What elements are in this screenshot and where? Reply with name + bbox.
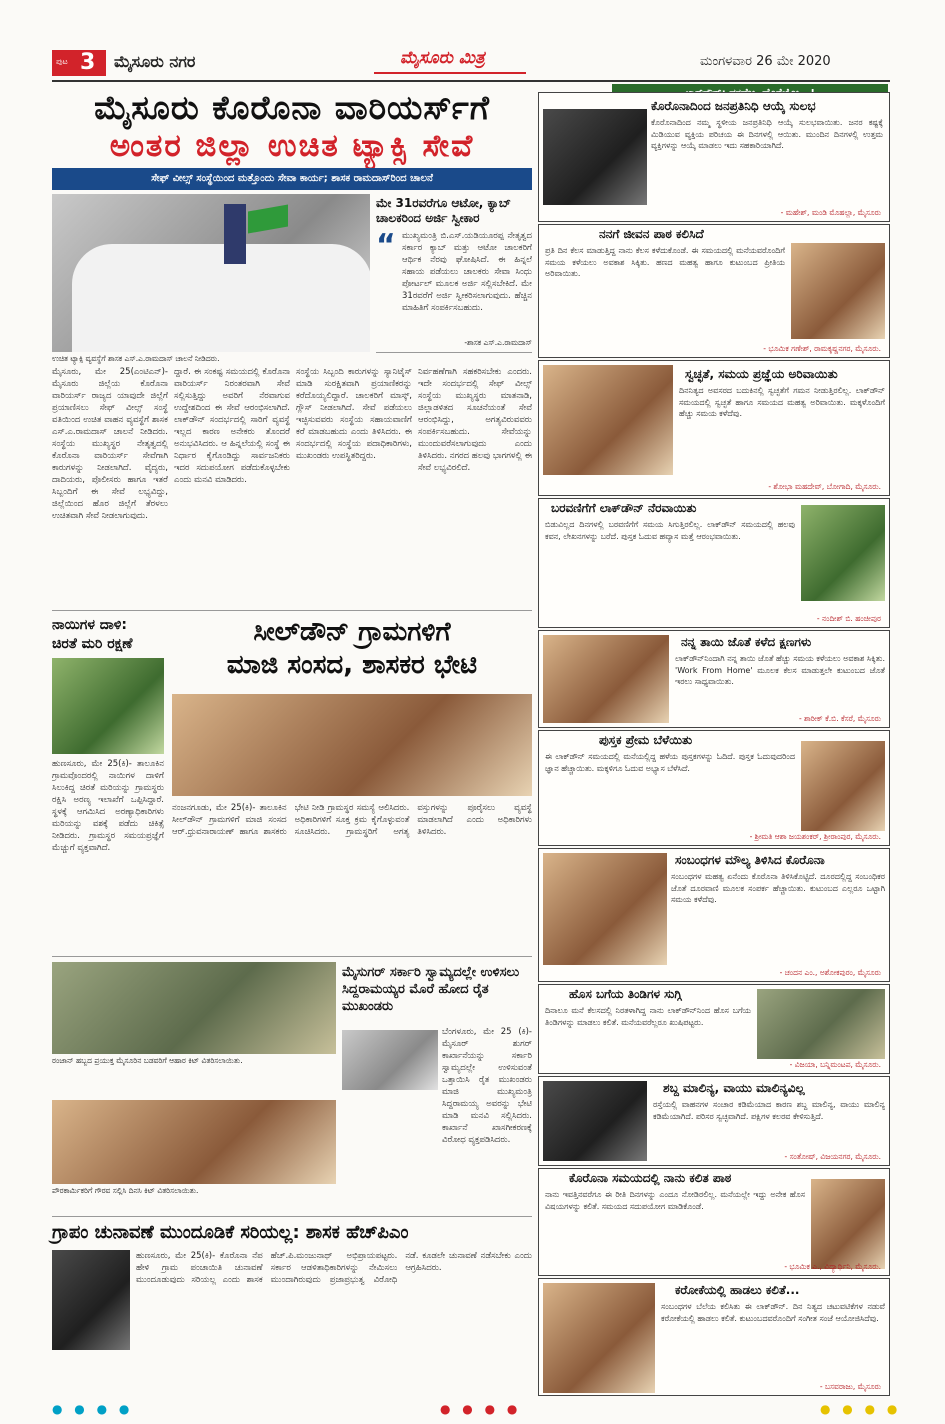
sugar-factory-body: ಬೆಂಗಳೂರು, ಮೇ 25 (ಕಿ)- ಮೈಸೂರ್ ಶುಗರ್ ಕಾರ್ಖಾನೆಯನ್ನು ಸರ್ಕಾರಿ ಸ್ವಾಮ್ಯದಲ್ಲೇ ಉಳಿಸುವಂತೆ ಒತ್ತಾಯಿಸಿ ರೈತ ಮುಖಂಡರು ಮಾಜಿ ಮುಖ್ಯಮಂತ್ರಿ ಸಿದ್ದರಾಮಯ್ಯ ಅವರನ್ನು ಭೇಟಿ ಮಾಡಿ ಮನವಿ ಸಲ್ಲಿಸಿದರು. ಕಾರ್ಖಾನೆ ಖಾಸಗೀಕರಣಕ್ಕೆ ವಿರೋಧ ವ್ಯಕ್ತಪಡಿಸಿದರು. <box>442 1027 532 1145</box>
reader-item-10 <box>538 1168 890 1276</box>
reader-item-3 <box>538 360 890 496</box>
reader-item-1 <box>538 92 890 222</box>
ramzan-kit-photo <box>52 962 336 1054</box>
reader-item-signature: - ವಿಜಯಾ, ಬನ್ನಿಮಂಟಪ, ಮೈಸೂರು. <box>789 1060 881 1069</box>
section-rule-3 <box>52 1216 532 1217</box>
sugar-factory-headline: ಮೈಸುಗರ್ ಸರ್ಕಾರಿ ಸ್ವಾಮ್ಯದಲ್ಲೇ ಉಳಿಸಲು ಸಿದ್ದರಾಮಯ್ಯರ ಮೊರೆ ಹೋದ ರೈತ ಮುಖಂಡರು <box>342 965 520 1014</box>
reader-item-body: ನಾನು ಇವತ್ತಿನವರೆಗೂ ಈ ರೀತಿ ದಿನಗಳನ್ನು ಎಂದೂ ನೋಡಿರಲಿಲ್ಲ. ಮನೆಯಲ್ಲೇ ಇದ್ದು ಅನೇಕ ಹೊಸ ವಿಷಯಗಳನ್ನು ಕಲಿತೆ. ಸಮಯದ ಸದುಪಯೋಗ ಮಾಡಿಕೊಂಡೆ. <box>545 1190 805 1211</box>
election-headline: ಗ್ರಾಪಂ ಚುನಾವಣೆ ಮುಂದೂಡಿಕೆ ಸರಿಯಲ್ಲ: ಶಾಸಕ ಹೆಚ್‌ಪಿಎಂ <box>52 1222 409 1243</box>
reader-5-photo <box>543 635 669 723</box>
pourakarmika-caption: ಪೌರಕಾರ್ಮಿಕರಿಗೆ ಗೌರವ ಸಲ್ಲಿಸಿ ದಿನಸಿ ಕಿಟ್ ವಿತರಿಸಲಾಯಿತು. <box>52 1186 199 1195</box>
ramzan-kit-caption: ರಂಜಾನ್ ಹಬ್ಬದ ಪ್ರಯುಕ್ತ ಮೈಸೂರಿನ ಬಡವರಿಗೆ ಆಹಾರ ಕಿಟ್ ವಿತರಿಸಲಾಯಿತು. <box>52 1056 243 1065</box>
reader-item-title: ನನ್ನ ತಾಯಿ ಜೊತೆ ಕಳೆದ ಕ್ಷಣಗಳು <box>681 635 812 649</box>
registration-dots-center: ● ● ● ● <box>440 1402 522 1416</box>
leopard-story-title-line2: ಚಿರತೆ ಮರಿ ರಕ್ಷಣೆ <box>52 636 133 652</box>
pourakarmika-photo <box>52 1100 336 1184</box>
reader-item-signature: - ಸಂತೋಷ್, ವಿಜಯನಗರ, ಮೈಸೂರು. <box>784 1152 881 1161</box>
reader-item-signature: - ನಂದೀಶ್ ಬಿ. ಹಂಚೀಪುರ <box>816 614 881 623</box>
mla-portrait-photo <box>52 1250 130 1350</box>
reader-item-title: ಕರೋಕೆಯಲ್ಲಿ ಹಾಡಲು ಕಲಿತೆ... <box>675 1283 800 1297</box>
reader-10-photo <box>811 1179 885 1269</box>
lead-body-col3: ಸಂಸ್ಥೆಯ ಸಿಬ್ಬಂದಿ ಕಾರುಗಳನ್ನು ಸ್ಯಾನಿಟೈಸ್ ಮಾಡಿ ಸುರಕ್ಷಿತವಾಗಿ ಪ್ರಯಾಣಿಕರನ್ನು ಕರೆದೊಯ್ಯಲಿದ್ದಾರೆ. ಚಾಲಕರಿಗೆ ಮಾಸ್ಕ್, ಗ್ಲೌಸ್ ನೀಡಲಾಗಿದೆ. ಸೇವೆ ಪಡೆಯಲು ಇಚ್ಛಿಸುವವರು ಸಂಸ್ಥೆಯ ಸಹಾಯವಾಣಿಗೆ ಕರೆ ಮಾಡಬಹುದು ಎಂದು ತಿಳಿಸಿದರು. ಈ ಸಂದರ್ಭದಲ್ಲಿ ಸಂಸ್ಥೆಯ ಪದಾಧಿಕಾರಿಗಳು, ಮುಖಂಡರು ಉಪಸ್ಥಿತರಿದ್ದರು. <box>296 367 412 461</box>
reader-item-9 <box>538 1076 890 1166</box>
reader-item-4 <box>538 498 890 628</box>
lead-body-col2: ದ್ದಾರೆ. ಈ ಸಂಕಷ್ಟ ಸಮಯದಲ್ಲಿ ಕೊರೊನಾ ವಾರಿಯರ್ಸ್ ನಿರಂತರವಾಗಿ ಸೇವೆ ಸಲ್ಲಿಸುತ್ತಿದ್ದು ಅವರಿಗೆ ನೆರವಾಗುವ ಉದ್ದೇಶದಿಂದ ಈ ಸೇವೆ ಆರಂಭಿಸಲಾಗಿದೆ. ಲಾಕ್‌ಡೌನ್ ಸಂದರ್ಭದಲ್ಲಿ ಸಾರಿಗೆ ವ್ಯವಸ್ಥೆ ಇಲ್ಲದ ಕಾರಣ ಅನೇಕರು ತೊಂದರೆ ಅನುಭವಿಸಿದರು. ಆ ಹಿನ್ನಲೆಯಲ್ಲಿ ಸಂಸ್ಥೆ ಈ ನಿರ್ಧಾರ ಕೈಗೊಂಡಿದ್ದು ಸಾರ್ವಜನಿಕರು ಇದರ ಸದುಪಯೋಗ ಪಡೆದುಕೊಳ್ಳಬೇಕು ಎಂದು ಮನವಿ ಮಾಡಿದರು. <box>174 367 290 485</box>
lead-photo <box>52 194 370 352</box>
registration-dots-left: ● ● ● ● <box>52 1402 134 1416</box>
reader-item-body: ದಿನನಿತ್ಯದ ಅವಸರದ ಬದುಕಿನಲ್ಲಿ ಸ್ವಚ್ಛತೆಗೆ ಗಮನ ನೀಡುತ್ತಿರಲಿಲ್ಲ. ಲಾಕ್‌ಡೌನ್ ಸಮಯದಲ್ಲಿ ಸ್ವಚ್ಛತೆ ಹಾಗೂ ಸಮಯದ ಮಹತ್ವ ಅರಿವಾಯಿತು. ಮಕ್ಕಳೊಂದಿಗೆ ಹೆಚ್ಚು ಸಮಯ ಕಳೆದೆವು. <box>679 386 885 418</box>
sealdown-story-body: ನಂಜನಗೂಡು, ಮೇ 25(ಕಿ)- ತಾಲೂಕಿನ ಸೀಲ್‌ಡೌನ್ ಗ್ರಾಮಗಳಿಗೆ ಮಾಜಿ ಸಂಸದ ಆರ್.ಧ್ರುವನಾರಾಯಣ್ ಹಾಗೂ ಶಾಸಕರು ಭೇಟಿ ನೀಡಿ ಗ್ರಾಮಸ್ಥರ ಸಮಸ್ಯೆ ಆಲಿಸಿದರು. ಅಧಿಕಾರಿಗಳಿಗೆ ಸೂಕ್ತ ಕ್ರಮ ಕೈಗೊಳ್ಳುವಂತೆ ಸೂಚಿಸಿದರು. ಗ್ರಾಮಸ್ಥರಿಗೆ ಅಗತ್ಯ ವಸ್ತುಗಳನ್ನು ಪೂರೈಸಲು ವ್ಯವಸ್ಥೆ ಮಾಡಲಾಗಿದೆ ಎಂದು ಅಧಿಕಾರಿಗಳು ತಿಳಿಸಿದರು. <box>172 803 532 837</box>
reader-3-photo <box>543 365 673 475</box>
reader-item-2 <box>538 224 890 358</box>
reader-2-photo <box>791 243 885 339</box>
reader-item-signature: - ಮಹೇಶ್, ಮಂಡಿ ಮೊಹಲ್ಲಾ, ಮೈಸೂರು <box>780 208 881 217</box>
reader-item-title: ಸ್ವಚ್ಛತೆ, ಸಮಯ ಪ್ರಜ್ಞೆಯ ಅರಿವಾಯಿತು <box>685 367 838 381</box>
reader-item-signature: - ಶಾರೀಕ್ ಕೆ.ಬಿ. ಕೆಸರೆ, ಮೈಸೂರು <box>798 714 881 723</box>
page-number-box <box>52 50 106 76</box>
lead-body-col4: ನಿರ್ವಹಣೆಗಾಗಿ ಸಹಕರಿಸಬೇಕು ಎಂದರು. ಇದೇ ಸಂದರ್ಭದಲ್ಲಿ ಸೇಫ್ ವೀಲ್ಸ್ ಸಂಸ್ಥೆಯ ಮುಖ್ಯಸ್ಥರು ಮಾತನಾಡಿ, ಜಿಲ್ಲಾಡಳಿತದ ಸೂಚನೆಯಂತೆ ಸೇವೆ ಆರಂಭಿಸಿದ್ದು, ಅಗತ್ಯವಿರುವವರು ಸಂಪರ್ಕಿಸಬಹುದು. ಸೇವೆಯನ್ನು ಮುಂದುವರೆಸಲಾಗುವುದು ಎಂದು ತಿಳಿಸಿದರು. ನಗರದ ಹಲವು ಭಾಗಗಳಲ್ಲಿ ಈ ಸೇವೆ ಲಭ್ಯವಿರಲಿದೆ. <box>418 367 532 473</box>
reader-4-photo <box>801 505 885 601</box>
reader-item-title: ಪುಸ್ತಕ ಪ್ರೇಮ ಬೆಳೆಯಿತು <box>599 733 693 747</box>
reader-item-body: ರಸ್ತೆಯಲ್ಲಿ ವಾಹನಗಳ ಸಂಚಾರ ಕಡಿಮೆಯಾದ ಕಾರಣ ಶಬ್ದ ಮಾಲಿನ್ಯ, ವಾಯು ಮಾಲಿನ್ಯ ಕಡಿಮೆಯಾಗಿದೆ. ಪರಿಸರ ಸ್ವಚ್ಛವಾಗಿದೆ. ಪಕ್ಷಿಗಳ ಕಲರವ ಕೇಳಿಸುತ್ತಿದೆ. <box>653 1100 885 1121</box>
reader-item-body: ಸಂಬಂಧಗಳ ಮಹತ್ವ ಏನೆಂದು ಕೊರೊನಾ ತಿಳಿಸಿಕೊಟ್ಟಿದೆ. ದೂರದಲ್ಲಿದ್ದ ಸಂಬಂಧಿಕರ ಜೊತೆ ದೂರವಾಣಿ ಮೂಲಕ ಸಂಪರ್ಕ ಹೆಚ್ಚಾಯಿತು. ಕುಟುಂಬದ ಎಲ್ಲರೂ ಒಟ್ಟಾಗಿ ಸಮಯ ಕಳೆದೆವು. <box>671 872 885 904</box>
deadline-sidebar-title: ಮೇ 31ರವರೆಗೂ ಆಟೋ, ಕ್ಯಾಬ್ ಚಾಲಕರಿಂದ ಅರ್ಜಿ ಸ್ವೀಕಾರ <box>376 196 511 225</box>
reader-item-body: ಈ ಲಾಕ್‌ಡೌನ್ ಸಮಯದಲ್ಲಿ ಮನೆಯಲ್ಲಿದ್ದ ಹಳೆಯ ಪುಸ್ತಕಗಳನ್ನು ಓದಿದೆ. ಪುಸ್ತಕ ಓದುವುದರಿಂದ ಜ್ಞಾನ ಹೆಚ್ಚಾಯಿತು. ಮಕ್ಕಳಿಗೂ ಓದುವ ಅಭ್ಯಾಸ ಬೆಳೆಸಿದೆ. <box>545 752 795 773</box>
reader-item-body: ಕೊರೊನಾದಿಂದ ನಮ್ಮ ಸ್ಥಳೀಯ ಜನಪ್ರತಿನಿಧಿ ಆಯ್ಕೆ ಸುಲಭವಾಯಿತು. ಜನರ ಕಷ್ಟಕ್ಕೆ ಮಿಡಿಯುವ ವ್ಯಕ್ತಿಯ ಪರಿಚಯ ಈ ದಿನಗಳಲ್ಲಿ ಆಯಿತು. ಮುಂದಿನ ದಿನಗಳಲ್ಲಿ ಉತ್ತಮ ವ್ಯಕ್ತಿಗಳನ್ನು ಆಯ್ಕೆ ಮಾಡಲು ಇದು ಸಹಕಾರಿಯಾಗಿದೆ. <box>651 118 883 150</box>
lead-headline-line1: ಮೈಸೂರು ಕೊರೊನಾ ವಾರಿಯರ್ಸ್‌ಗೆ <box>94 88 490 127</box>
section-name: ಮೈಸೂರು ನಗರ <box>114 52 196 71</box>
reader-item-title: ಶಬ್ದ ಮಾಲಿನ್ಯ, ವಾಯು ಮಾಲಿನ್ಯವಿಲ್ಲ <box>663 1081 805 1095</box>
section-rule-2 <box>52 956 532 957</box>
lead-subhead: ಸೇಫ್ ವೀಲ್ಸ್ ಸಂಸ್ಥೆಯಿಂದ ಮತ್ತೊಂದು ಸೇವಾ ಕಾರ್ಯ; ಶಾಸಕ ರಾಮದಾಸ್‌ರಿಂದ ಚಾಲನೆ <box>52 168 532 190</box>
reader-item-title: ನನಗೆ ಜೀವನ ಪಾಠ ಕಲಿಸಿದೆ <box>599 227 704 241</box>
reader-11-photo <box>543 1283 655 1393</box>
lead-photo-caption: ಉಚಿತ ಟ್ಯಾಕ್ಸಿ ವ್ಯವಸ್ಥೆಗೆ ಶಾಸಕ ಎಸ್.ಎ.ರಾಮದಾಸ್ ಚಾಲನೆ ನೀಡಿದರು. <box>52 354 220 363</box>
sidebar-rule <box>376 352 532 353</box>
reader-item-signature: - ಶ್ರೀಮತಿ ಆಶಾ ಜಯಶಂಕರ್, ಶ್ರೀರಾಂಪುರ, ಮೈಸೂರು. <box>749 832 881 841</box>
reader-item-11 <box>538 1278 890 1396</box>
reader-item-body: ಬಿಡುವಿಲ್ಲದ ದಿನಗಳಲ್ಲಿ ಬರವಣಿಗೆಗೆ ಸಮಯ ಸಿಗುತ್ತಿರಲಿಲ್ಲ. ಲಾಕ್‌ಡೌನ್ ಸಮಯದಲ್ಲಿ ಹಲವು ಕವನ, ಲೇಖನಗಳನ್ನು ಬರೆದೆ. ಪುಸ್ತಕ ಓದುವ ಹವ್ಯಾಸ ಮತ್ತೆ ಆರಂಭವಾಯಿತು. <box>545 520 795 541</box>
lead-headline-line2: ಅಂತರ ಜಿಲ್ಲಾ ಉಚಿತ ಟ್ಯಾಕ್ಸಿ ಸೇವೆ <box>109 128 475 164</box>
reader-item-7 <box>538 848 890 982</box>
reader-item-body: ಪ್ರತಿ ದಿನ ಕೆಲಸ ಮಾಡುತ್ತಿದ್ದ ನಾನು ಕೆಲಸ ಕಳೆದುಕೊಂಡೆ. ಈ ಸಮಯದಲ್ಲಿ ಮನೆಯವರೊಂದಿಗೆ ಸಮಯ ಕಳೆಯಲು ಅವಕಾಶ ಸಿಕ್ಕಿತು. ಹಣದ ಮಹತ್ವ ಹಾಗೂ ಕುಟುಂಬದ ಪ್ರೀತಿಯ ಅರಿವಾಯಿತು. <box>545 246 785 278</box>
reader-item-title: ಸಂಬಂಧಗಳ ಮೌಲ್ಯ ತಿಳಿಸಿದ ಕೊರೊನಾ <box>675 853 825 867</box>
sugar-factory-photo <box>342 1030 438 1090</box>
sealdown-visit-photo <box>172 694 532 796</box>
election-story-body: ಹುಣಸೂರು, ಮೇ 25(ಕಿ)- ಕೊರೊನಾ ನೆಪ ಹೇಳಿ ಗ್ರಾಮ ಪಂಚಾಯಿತಿ ಚುನಾವಣೆ ಮುಂದೂಡುವುದು ಸರಿಯಲ್ಲ ಎಂದು ಶಾಸಕ ಹೆಚ್.ಪಿ.ಮಂಜುನಾಥ್ ಅಭಿಪ್ರಾಯಪಟ್ಟರು. ಸರ್ಕಾರ ಆಡಳಿತಾಧಿಕಾರಿಗಳನ್ನು ನೇಮಿಸಲು ಮುಂದಾಗಿರುವುದು ಪ್ರಜಾಪ್ರಭುತ್ವ ವಿರೋಧಿ ನಡೆ. ಕೂಡಲೇ ಚುನಾವಣೆ ನಡೆಸಬೇಕು ಎಂದು ಆಗ್ರಹಿಸಿದರು. <box>136 1251 532 1285</box>
masthead-underline <box>374 72 526 74</box>
reader-item-6 <box>538 730 890 846</box>
reader-6-photo <box>801 741 885 831</box>
reader-7-photo <box>543 853 667 965</box>
reader-item-title: ಹೊಸ ಬಗೆಯ ತಿಂಡಿಗಳ ಸುಗ್ಗಿ <box>569 987 682 1001</box>
reader-item-title: ಕೊರೊನಾ ಸಮಯದಲ್ಲಿ ನಾನು ಕಲಿತ ಪಾಠ <box>569 1171 732 1185</box>
reader-9-photo <box>543 1081 647 1161</box>
reader-1-photo <box>543 109 647 205</box>
reader-item-title: ಕೊರೊನಾದಿಂದ ಜನಪ್ರತಿನಿಧಿ ಆಯ್ಕೆ ಸುಲಭ <box>651 99 816 113</box>
reader-8-photo <box>757 989 885 1059</box>
reader-item-body: ದಿನಾಲೂ ಮನೆ ಕೆಲಸದಲ್ಲಿ ನಿರತಳಾಗಿದ್ದ ನಾನು ಲಾಕ್‌ಡೌನ್‌ನಿಂದ ಹೊಸ ಬಗೆಯ ತಿಂಡಿಗಳನ್ನು ಮಾಡಲು ಕಲಿತೆ. ಮನೆಯವರೆಲ್ಲರೂ ಖುಷಿಪಟ್ಟರು. <box>545 1006 751 1027</box>
reader-item-8 <box>538 984 890 1074</box>
page-label: ಪುಟ <box>56 57 68 66</box>
reader-item-body: ಲಾಕ್‌ಡೌನ್‌ನಿಂದಾಗಿ ನನ್ನ ತಾಯಿ ಜೊತೆ ಹೆಚ್ಚು ಸಮಯ ಕಳೆಯಲು ಅವಕಾಶ ಸಿಕ್ಕಿತು. 'Work From Home' ಮೂಲಕ ಕೆಲಸ ಮಾಡುತ್ತಲೇ ಕುಟುಂಬದ ಜೊತೆ ಇರಲು ಸಾಧ್ಯವಾಯಿತು. <box>675 654 885 686</box>
reader-item-signature: - ಶೋಭಾ ಮಹದೇವ್, ಬೋಗಾದಿ, ಮೈಸೂರು. <box>768 482 881 491</box>
reader-item-signature: - ಚಂದನ ಎಂ., ಅಶೋಕಪುರಂ, ಮೈಸೂರು <box>779 968 881 977</box>
issue-date: ಮಂಗಳವಾರ 26 ಮೇ 2020 <box>700 54 831 69</box>
sealdown-headline-line2: ಮಾಜಿ ಸಂಸದ, ಶಾಸಕರ ಭೇಟಿ <box>226 650 478 680</box>
leopard-rescue-photo <box>52 658 164 754</box>
lead-body-col1: ಮೈಸೂರು, ಮೇ 25(ಎಂಟಿಎನ್)- ಮೈಸೂರು ಜಿಲ್ಲೆಯ ಕೊರೊನಾ ವಾರಿಯರ್ಸ್ ರಾಜ್ಯದ ಯಾವುದೇ ಜಿಲ್ಲೆಗೆ ಪ್ರಯಾಣಿಸಲು ಸೇಫ್ ವೀಲ್ಸ್ ಸಂಸ್ಥೆ ವತಿಯಿಂದ ಉಚಿತ ವಾಹನ ವ್ಯವಸ್ಥೆಗೆ ಶಾಸಕ ಎಸ್.ಎ.ರಾಮದಾಸ್ ಚಾಲನೆ ನೀಡಿದರು. ಸಂಸ್ಥೆಯ ಮುಖ್ಯಸ್ಥರ ನೇತೃತ್ವದಲ್ಲಿ ಕೊರೊನಾ ವಾರಿಯರ್ಸ್ ಸೇವೆಗಾಗಿ ಕಾರುಗಳನ್ನು ನೀಡಲಾಗಿದೆ. ವೈದ್ಯರು, ದಾದಿಯರು, ಪೊಲೀಸರು ಹಾಗೂ ಇತರೆ ಸಿಬ್ಬಂದಿಗೆ ಈ ಸೇವೆ ಲಭ್ಯವಿದ್ದು, ಜಿಲ್ಲೆಯಿಂದ ಹೊರ ಜಿಲ್ಲೆಗೆ ತೆರಳಲು ಉಚಿತವಾಗಿ ಸೇವೆ ನೀಡಲಾಗುವುದು. <box>52 367 168 521</box>
reader-item-body: ಸಂಬಂಧಗಳ ಬೆಲೆಯ ಕಲಿಸಿತು ಈ ಲಾಕ್‌ಡೌನ್. ದಿನ ನಿತ್ಯದ ಚಟುವಟಿಕೆಗಳ ನಡುವೆ ಕರೋಕೆಯಲ್ಲಿ ಹಾಡಲು ಕಲಿತೆ. ಕುಟುಂಬದವರೊಂದಿಗೆ ಸಂಗೀತ ಸಂಜೆ ಆಯೋಜಿಸಿದೆವು. <box>661 1302 885 1323</box>
deadline-sidebar-signature: -ಶಾಸಕ ಎಸ್.ಎ.ರಾಮದಾಸ್ <box>464 338 532 347</box>
reader-item-signature: - ಬಸವರಾಜು, ಮೈಸೂರು <box>819 1382 881 1391</box>
leopard-story-title-line1: ನಾಯಿಗಳ ದಾಳಿ: <box>52 617 128 633</box>
deadline-sidebar-body: ಮುಖ್ಯಮಂತ್ರಿ ಬಿ.ಎಸ್.ಯಡಿಯೂರಪ್ಪ ನೇತೃತ್ವದ ಸರ್ಕಾರ ಕ್ಯಾಬ್ ಮತ್ತು ಆಟೋ ಚಾಲಕರಿಗೆ ಆರ್ಥಿಕ ನೆರವು ಘೋಷಿಸಿದೆ. ಈ ಹಿನ್ನಲೆ ಸಹಾಯ ಪಡೆಯಲು ಚಾಲಕರು ಸೇವಾ ಸಿಂಧು ಪೋರ್ಟಲ್ ಮೂಲಕ ಅರ್ಜಿ ಸಲ್ಲಿಸಬೇಕಿದೆ. ಮೇ 31ರವರೆಗೆ ಅರ್ಜಿ ಸ್ವೀಕರಿಸಲಾಗುವುದು. ಹೆಚ್ಚಿನ ಮಾಹಿತಿಗೆ ಸಂಪರ್ಕಿಸಬಹುದು. <box>402 231 532 313</box>
reader-item-title: ಬರವಣಿಗೆಗೆ ಲಾಕ್‌ಡೌನ್ ನೆರವಾಯಿತು <box>551 501 697 515</box>
reader-item-signature: - ಭೂಮಿಕ ಎ., ವಿದ್ಯಾರ್ಥಿನಿ, ಮೈಸೂರು. <box>784 1262 881 1271</box>
masthead: ಮೈಸೂರು ಮಿತ್ರ <box>400 48 485 68</box>
header-rule <box>52 80 890 82</box>
sealdown-headline-line1: ಸೀಲ್‌ಡೌನ್ ಗ್ರಾಮಗಳಿಗೆ <box>253 617 451 647</box>
page-number: 3 <box>80 50 96 75</box>
reader-item-5 <box>538 630 890 728</box>
reader-item-signature: - ಭೂಮಿಕ ಗಣೇಶ್, ರಾಮಕೃಷ್ಣನಗರ, ಮೈಸೂರು. <box>763 344 881 353</box>
leopard-story-body: ಹುಣಸೂರು, ಮೇ 25(ಕಿ)- ತಾಲೂಕಿನ ಗ್ರಾಮವೊಂದರಲ್ಲಿ ನಾಯಿಗಳ ದಾಳಿಗೆ ಸಿಲುಕಿದ್ದ ಚಿರತೆ ಮರಿಯನ್ನು ಗ್ರಾಮಸ್ಥರು ರಕ್ಷಿಸಿ ಅರಣ್ಯ ಇಲಾಖೆಗೆ ಒಪ್ಪಿಸಿದ್ದಾರೆ. ಸ್ಥಳಕ್ಕೆ ಆಗಮಿಸಿದ ಅರಣ್ಯಾಧಿಕಾರಿಗಳು ಮರಿಯನ್ನು ವಶಕ್ಕೆ ಪಡೆದು ಚಿಕಿತ್ಸೆ ನೀಡಿದರು. ಗ್ರಾಮಸ್ಥರ ಸಮಯಪ್ರಜ್ಞೆಗೆ ಮೆಚ್ಚುಗೆ ವ್ಯಕ್ತವಾಗಿದೆ. <box>52 759 164 853</box>
quote-icon: “ <box>376 228 396 263</box>
registration-dots-right: ● ● ● ● <box>820 1402 902 1416</box>
section-rule <box>52 610 532 611</box>
